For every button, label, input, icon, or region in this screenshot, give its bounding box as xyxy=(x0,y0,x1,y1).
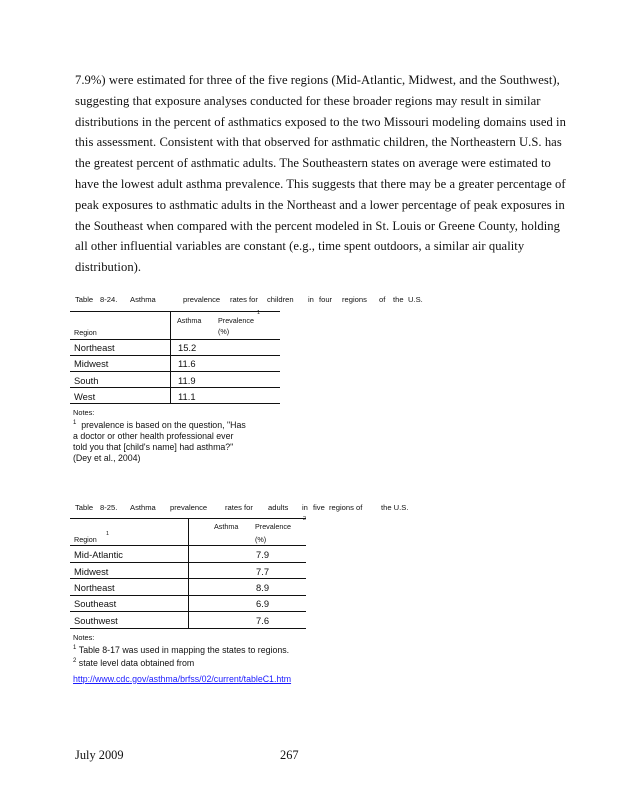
header-prevalence: Prevalence xyxy=(218,316,254,325)
caption-word: in xyxy=(302,503,308,512)
caption-word: five xyxy=(313,503,325,512)
table-row-region: Mid-Atlantic xyxy=(74,549,123,560)
region-superscript: 1 xyxy=(106,531,110,537)
caption-word: rates for xyxy=(230,295,258,304)
table-row-value: 11.6 xyxy=(178,358,196,369)
paragraph-line: this assessment. Consistent with that observed for asthmatic children, the Northeastern U.S. has xyxy=(75,135,562,150)
note-line: prevalence is based on the question, "Has xyxy=(81,419,246,430)
table-row-value: 15.2 xyxy=(178,342,197,353)
caption-word: the xyxy=(393,295,404,304)
table-row-value: 11.9 xyxy=(178,375,196,386)
caption-word: prevalence xyxy=(183,295,221,304)
header-region: Region xyxy=(74,535,97,544)
header-prevalence: Prevalence xyxy=(255,522,291,531)
paragraph-line: distribution). xyxy=(75,260,142,275)
table-row-value: 6.9 xyxy=(256,598,270,609)
note-line: state level data obtained from xyxy=(78,657,195,668)
paragraph-line: distributions in the percent of asthmatics exposed to the two Missouri modeling domains used in xyxy=(75,114,566,129)
table-row-region: Northeast xyxy=(74,342,115,353)
caption-word: Asthma xyxy=(130,503,156,512)
table-row-value: 11.1 xyxy=(178,391,196,402)
paragraph-line: suggesting that exposure analyses conducted for these broader regions may result in similar xyxy=(75,93,541,108)
table-row-value: 7.7 xyxy=(256,566,270,577)
caption-word: the U.S. xyxy=(381,503,409,512)
caption-word: adults xyxy=(268,503,289,512)
note-superscript: 2 xyxy=(73,657,77,664)
paragraph-line: the Southeast when compared with the percent modeled in St. Louis or Greene County, holding xyxy=(75,218,560,233)
header-unit: (%) xyxy=(218,327,230,336)
table-row-region: Southeast xyxy=(74,598,117,609)
notes-label: Notes: xyxy=(73,633,95,642)
note-superscript: 1 xyxy=(73,645,77,651)
caption-word: regions of xyxy=(329,503,363,512)
table-row-region: West xyxy=(74,391,96,402)
note-superscript: 1 xyxy=(73,420,77,426)
header-superscript: 1 xyxy=(257,310,261,316)
table-row-region: Northeast xyxy=(74,582,115,593)
caption-word: 8-25. xyxy=(100,503,118,512)
caption-word: of xyxy=(379,295,386,304)
caption-word: in xyxy=(308,295,314,304)
caption-word: four xyxy=(319,295,333,304)
table-row-value: 7.6 xyxy=(256,615,270,626)
footer-date: July 2009 xyxy=(75,748,124,762)
caption-word: children xyxy=(267,295,294,304)
note-line: told you that [child's name] had asthma?" xyxy=(73,441,234,452)
caption-word: Asthma xyxy=(130,295,156,304)
caption-word: Table xyxy=(75,295,94,304)
table-row-region: Southwest xyxy=(74,615,118,626)
table2-notes xyxy=(73,632,373,685)
header-unit: (%) xyxy=(255,535,267,544)
table-row-region: South xyxy=(74,375,99,386)
paragraph-line: all other influential variables are constant (e.g., time spent outdoors, a similar air quality xyxy=(75,239,525,254)
header-asthma: Asthma xyxy=(177,316,202,325)
caption-word: 8-24. xyxy=(100,295,118,304)
paragraph-line: peak exposures to asthmatic adults in the Northeast and a lower percentage of peak exposures in xyxy=(75,197,565,212)
note-line: Table 8-17 was used in mapping the states to regions. xyxy=(78,644,290,655)
cdc-source-link[interactable]: http://www.cdc.gov/asthma/brfss/02/current/tableC1.htm xyxy=(73,673,292,684)
table-row-region: Midwest xyxy=(74,358,109,369)
note-line: (Dey et al., 2004) xyxy=(73,452,141,463)
caption-word: regions xyxy=(342,295,367,304)
table-row-value: 7.9 xyxy=(256,549,270,560)
page-number: 267 xyxy=(280,748,299,762)
caption-word: rates for xyxy=(225,503,253,512)
header-asthma: Asthma xyxy=(214,522,239,531)
header-region: Region xyxy=(74,328,97,337)
paragraph-line: 7.9%) were estimated for three of the five regions (Mid-Atlantic, Midwest, and the Southwest), xyxy=(75,73,560,87)
paragraph-line: have the lowest adult asthma prevalence. This suggests that there may be a greater percentage of xyxy=(75,176,566,191)
notes-label: Notes: xyxy=(73,408,95,417)
paragraph-line: the greatest percent of asthmatic adults. The Southeastern states on average were estimated to xyxy=(75,156,551,171)
header-superscript: 2 xyxy=(303,516,307,522)
caption-word: prevalence xyxy=(170,503,208,512)
table-row-value: 8.9 xyxy=(256,582,270,593)
note-line: a doctor or other health professional ever xyxy=(73,430,234,441)
caption-word: Table xyxy=(75,503,94,512)
caption-word: U.S. xyxy=(408,295,423,304)
table-row-region: Midwest xyxy=(74,566,109,577)
